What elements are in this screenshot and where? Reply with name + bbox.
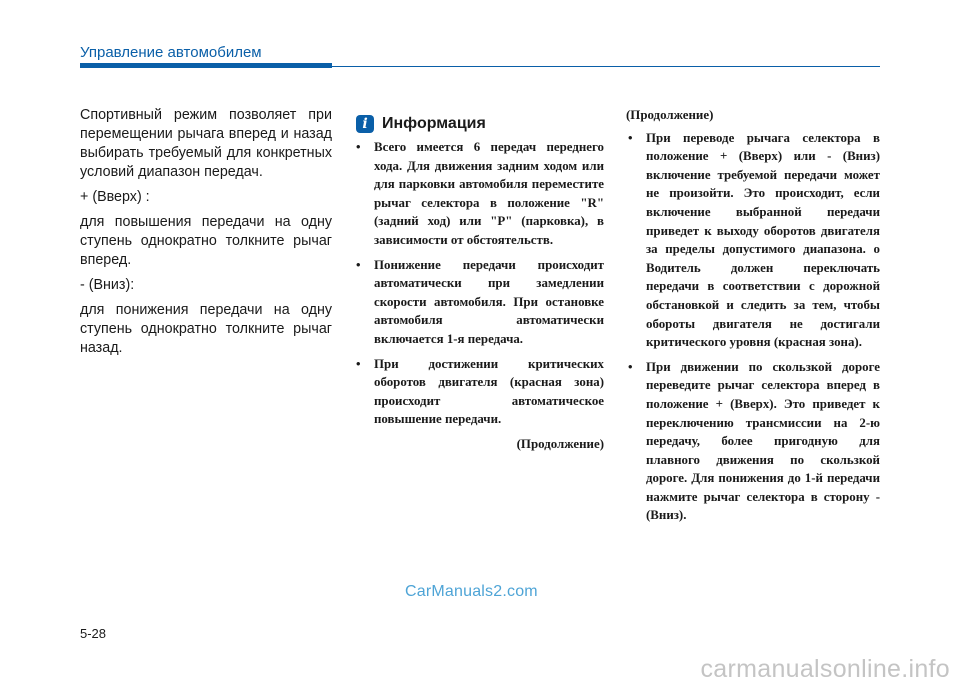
section-title: Управление автомобилем	[80, 44, 262, 61]
right-list	[626, 129, 880, 525]
header-divider	[332, 66, 880, 67]
info-list	[354, 138, 604, 429]
right-bullet-slippery-road: • При движении по скользкой дороге переведите рычаг селектора вперед в положение + (Вверх). Это приведет к переключению трансмиссии на 2-ю передачу, более пригодную для плавного движения по скользкой дороге. Для понижения до 1-й передачи нажмите рычаг селектора в сторону - (Вниз).	[626, 358, 880, 525]
page-number: 5-28	[80, 626, 107, 641]
upshift-heading: + (Вверх) :	[80, 189, 150, 205]
left-column	[80, 106, 332, 364]
info-icon: i	[356, 115, 374, 133]
watermark-link[interactable]: CarManuals2.com	[405, 583, 538, 600]
info-bullet-upshift: • При достижении критических оборотов двигателя (красная зона) происходит автоматическое повышение передачи.	[354, 355, 604, 429]
info-column	[354, 138, 604, 454]
upshift-text: для повышения передачи на одну ступень однократно толкните рычаг вперед.	[80, 214, 332, 268]
downshift-text: для понижения передачи на одну ступень однократно толкните рычаг назад.	[80, 302, 332, 356]
right-column	[626, 106, 880, 531]
info-title: Информация	[382, 115, 486, 132]
header-accent-bar	[80, 63, 332, 68]
intro-paragraph: Спортивный режим позволяет при перемещении рычага вперед и назад выбирать требуемый для конкретных условий диапазон передач.	[80, 107, 332, 180]
continued-heading: (Продолжение)	[626, 108, 714, 122]
footer-watermark: carmanualsonline.info	[700, 655, 950, 683]
right-bullet-manual-shift: • При переводе рычага селектора в положение + (Вверх) или - (Вниз) включение требуемой передачи может не произойти. Это происходит, если включение выбранной передачи приведет к выходу оборотов двигателя за пределы допустимого диапазона. о Водитель должен переключать передачи в соответствии с дорожной обстановкой и следить за тем, чтобы обороты двигателя не достигали критического уровня (красная зона).	[626, 129, 880, 352]
downshift-heading: - (Вниз):	[80, 277, 135, 293]
info-bullet-gears: • Всего имеется 6 передач переднего хода. Для движения задним ходом или для парковки автомобиля переместите рычаг селектора в положение "R" (задний ход) или "P" (парковка), в зависимости от обстоятельств.	[354, 138, 604, 250]
continued-label: (Продолжение)	[516, 436, 604, 451]
info-header	[356, 112, 486, 136]
info-bullet-downshift: • Понижение передачи происходит автоматически при замедлении скорости автомобиля. При остановке автомобиля автоматически включается 1-я передача.	[354, 256, 604, 349]
